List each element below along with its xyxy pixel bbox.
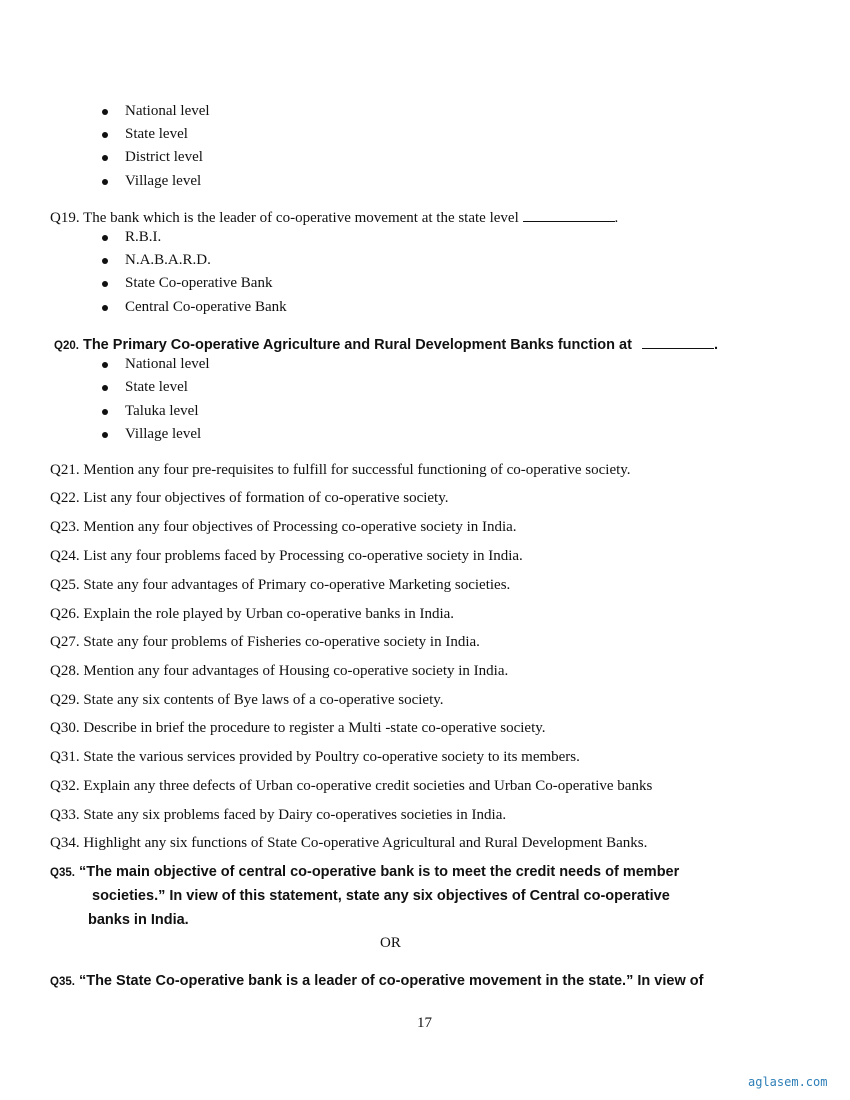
question-number: Q27. — [50, 634, 80, 650]
question-number: Q28. — [50, 663, 80, 679]
question-end: . — [614, 210, 619, 226]
question-26 — [50, 605, 454, 623]
question-29 — [50, 691, 444, 709]
answer-blank — [642, 334, 714, 349]
question-32 — [50, 777, 652, 795]
q18-option-1: National level — [125, 103, 210, 119]
q20-option-2: State level — [125, 379, 188, 395]
question-number: Q25. — [50, 577, 80, 593]
question-number: Q23. — [50, 519, 80, 535]
q19-option-1: R.B.I. — [125, 229, 162, 245]
q19-option-4: Central Co-operative Bank — [125, 299, 287, 315]
question-number: Q21. — [50, 462, 80, 478]
question-text: Mention any four advantages of Housing co-operative society in India. — [83, 663, 509, 679]
answer-blank — [523, 207, 615, 222]
question-number: Q22. — [50, 490, 80, 506]
question-number: Q20. — [54, 340, 79, 352]
question-number: Q30. — [50, 720, 80, 736]
question-text: State any four problems of Fisheries co-operative society in India. — [83, 634, 480, 650]
q20-option-3: Taluka level — [125, 403, 199, 419]
question-28 — [50, 662, 508, 680]
question-text: Describe in brief the procedure to register a Multi -state co-operative society. — [83, 720, 546, 736]
question-text: Mention any four objectives of Processing co-operative society in India. — [83, 519, 517, 535]
question-number: Q26. — [50, 606, 80, 622]
question-34 — [50, 834, 647, 852]
question-number: Q24. — [50, 548, 80, 564]
question-text-line-1: “The main objective of central co-operative bank is to meet the credit needs of member — [78, 864, 680, 880]
bullet-icon — [102, 385, 108, 391]
bullet-icon — [102, 281, 108, 287]
bullet-icon — [102, 258, 108, 264]
question-text-line-1: “The State Co-operative bank is a leader of co-operative movement in the state.” In view of — [78, 973, 704, 989]
question-25 — [50, 576, 510, 594]
question-number: Q33. — [50, 807, 80, 823]
question-text: The bank which is the leader of co-operative movement at the state level — [83, 210, 519, 226]
question-text-line-2: societies.” In view of this statement, state any six objectives of Central co-operative — [92, 888, 670, 904]
bullet-icon — [102, 109, 108, 115]
question-number: Q32. — [50, 778, 80, 794]
question-33 — [50, 806, 506, 824]
bullet-icon — [102, 235, 108, 241]
question-21 — [50, 461, 631, 479]
question-number: Q31. — [50, 749, 80, 765]
question-number: Q29. — [50, 692, 80, 708]
question-text: State any four advantages of Primary co-operative Marketing societies. — [83, 577, 511, 593]
q19-option-3: State Co-operative Bank — [125, 275, 273, 291]
question-text: State any six contents of Bye laws of a co-operative society. — [83, 692, 444, 708]
question-27 — [50, 633, 480, 651]
q20-option-1: National level — [125, 356, 210, 372]
q18-option-4: Village level — [125, 173, 202, 189]
q18-option-2: State level — [125, 126, 188, 142]
question-30 — [50, 719, 546, 737]
question-31 — [50, 748, 580, 766]
question-23 — [50, 518, 517, 536]
question-text: The Primary Co-operative Agriculture and Rural Development Banks function at — [82, 337, 632, 353]
question-end: . — [713, 337, 718, 353]
question-text-line-3: banks in India. — [88, 912, 189, 928]
q18-option-3: District level — [125, 149, 203, 165]
question-text: List any four objectives of formation of co-operative society. — [83, 490, 449, 506]
question-text: State any six problems faced by Dairy co-operatives societies in India. — [83, 807, 507, 823]
footer-watermark[interactable]: aglasem.com — [748, 1075, 828, 1089]
question-22 — [50, 489, 449, 507]
question-text: Mention any four pre-requisites to fulfill for successful functioning of co-operative society. — [83, 462, 631, 478]
bullet-icon — [102, 362, 108, 368]
bullet-icon — [102, 305, 108, 311]
question-text: Explain any three defects of Urban co-operative credit societies and Urban Co-operative banks — [83, 778, 653, 794]
bullet-icon — [102, 155, 108, 161]
question-number: Q19. — [50, 210, 80, 226]
question-number: Q35. — [50, 867, 75, 879]
bullet-icon — [102, 409, 108, 415]
question-24 — [50, 547, 523, 565]
question-text: Highlight any six functions of State Co-operative Agricultural and Rural Development Banks. — [83, 835, 648, 851]
q19-option-2: N.A.B.A.R.D. — [125, 252, 211, 268]
question-text: List any four problems faced by Processing co-operative society in India. — [83, 548, 523, 564]
bullet-icon — [102, 179, 108, 185]
q20-option-4: Village level — [125, 426, 202, 442]
question-text: Explain the role played by Urban co-operative banks in India. — [83, 606, 455, 622]
question-number: Q35. — [50, 976, 75, 988]
question-text: State the various services provided by Poultry co-operative society to its members. — [83, 749, 580, 765]
question-number: Q34. — [50, 835, 80, 851]
page-number: 17 — [417, 1015, 432, 1031]
bullet-icon — [102, 432, 108, 438]
or-separator: OR — [380, 935, 401, 951]
bullet-icon — [102, 132, 108, 138]
